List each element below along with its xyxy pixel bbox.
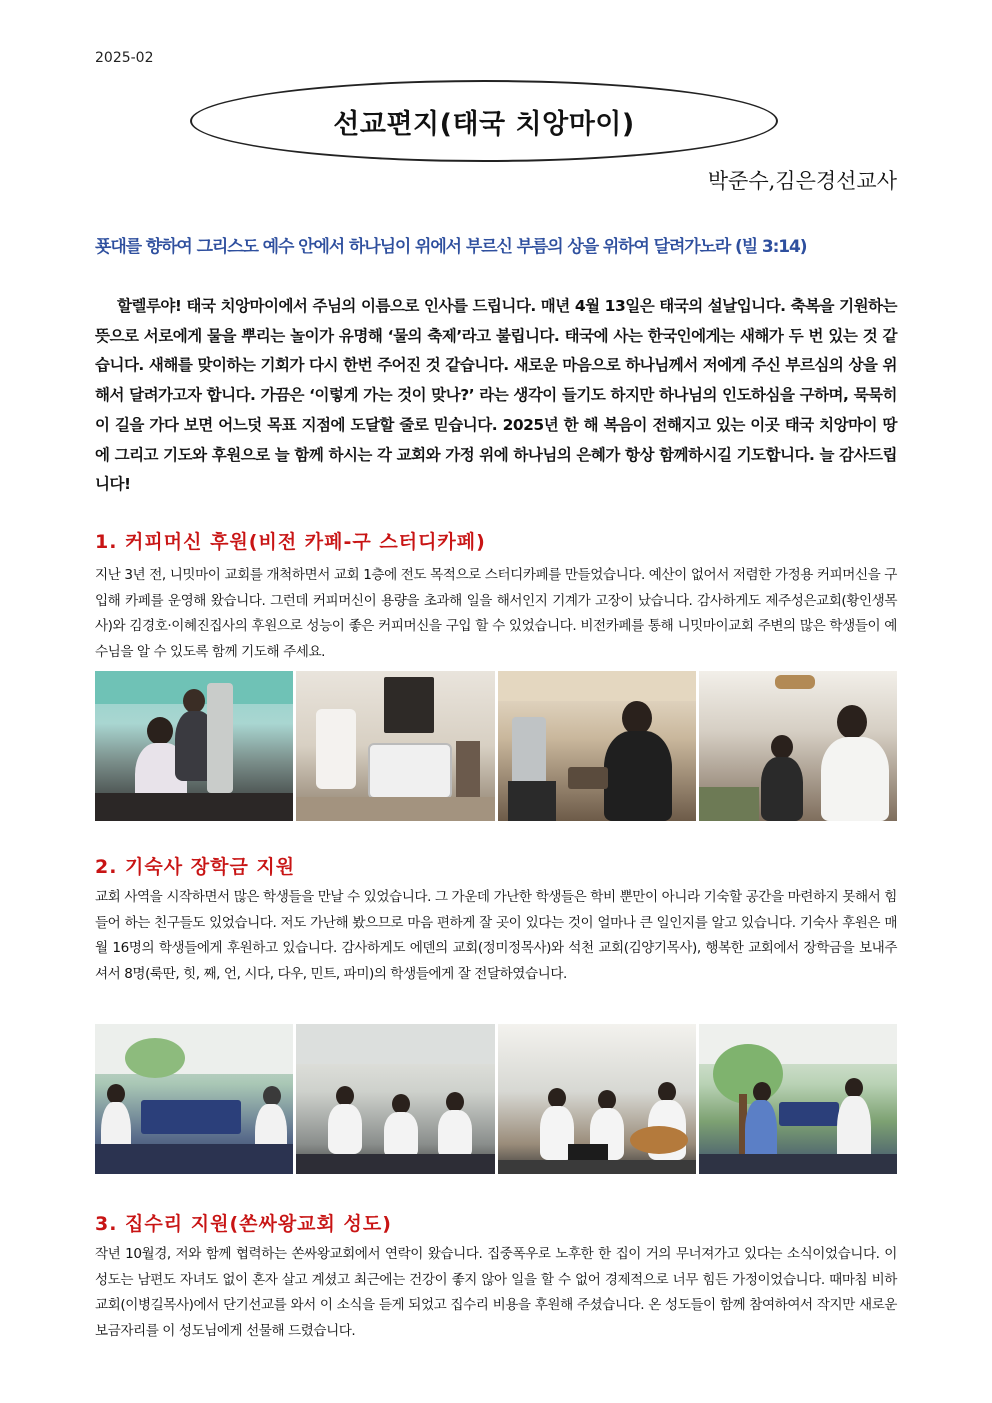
coffee-photo-row [95, 671, 897, 821]
scholarship-photo-3 [498, 1024, 696, 1174]
scholarship-photo-2 [296, 1024, 494, 1174]
section-1-title: 1. 커피머신 후원(비전 카페-구 스터디카페) [95, 531, 486, 553]
section-1-body: 지난 3년 전, 니밋마이 교회를 개척하면서 교회 1층에 전도 목적으로 스터디카페를 만들었습니다. 예산이 없어서 저렴한 가정용 커피머신을 구입해 카페를 운영해 왔습니다. 그런데 커피머신이 용량을 초과해 일을 해서인지 기계가 고장이 났습니다. 감사하게도 제주성은교회(황인생목사)와 김경호·이혜진집사의 후원으로 성능이 좋은 커피머신을 구입 할 수 있었습니다. 비전카페를 통해 니밋마이교회 주변의 많은 학생들이 예수님을 알 수 있도록 함께 기도해 주세요. [95, 567, 897, 660]
section-3-body: 작년 10월경, 저와 함께 협력하는 쏜싸왕교회에서 연락이 왔습니다. 집중폭우로 노후한 한 집이 거의 무너져가고 있다는 소식이었습니다. 이 성도는 남편도 자녀도 없이 혼자 살고 계셨고 최근에는 건강이 좋지 않아 일을 할 수 없어 경제적으로 너무 힘든 가정이었습니다. 때마침 비하교회(이병길목사)에서 단기선교를 와서 이 소식을 듣게 되었고 집수리 비용을 후원해 주셨습니다. 온 성도들이 함께 참여하여서 작지만 새로운 보금자리를 이 성도님에게 선물해 드렸습니다. [95, 1246, 897, 1339]
scholarship-photo-row [95, 1024, 897, 1174]
bible-verse: 푯대를 향하여 그리스도 예수 안에서 하나님이 위에서 부르신 부름의 상을 위하여 달려가노라 (빌 3:14) [95, 237, 807, 257]
coffee-machine-photo-3 [498, 671, 696, 821]
section-2-body: 교회 사역을 시작하면서 많은 학생들을 만날 수 있었습니다. 그 가운데 가난한 학생들은 학비 뿐만이 아니라 기숙할 공간을 마련하지 못해서 힘들어 하는 친구들도 있었습니다. 저도 가난해 봤으므로 마음 편하게 잘 곳이 있다는 것이 얼마나 큰 일인지를 알고 있습니다. 기숙사 후원은 매월 16명의 학생들에게 후원하고 있습니다. 감사하게도 에덴의 교회(정미정목사)와 석천 교회(김양기목사), 행복한 교회에서 장학금을 보내주셔서 8명(룩딴, 힛, 째, 언, 시다, 다우, 민트, 파미)의 학생들에게 잘 전달하였습니다. [95, 889, 897, 982]
coffee-machine-photo-2 [296, 671, 494, 821]
coffee-machine-photo-1 [95, 671, 293, 821]
intro-paragraph: 할렐루야! 태국 치앙마이에서 주님의 이름으로 인사를 드립니다. 매년 4월 13일은 태국의 설날입니다. 축복을 기원하는 뜻으로 서로에게 물을 뿌리는 놀이가 유명해 ‘물의 축제’라고 불립니다. 태국에 사는 한국인에게는 새해가 두 번 있는 것 같습니다. 새해를 맞이하는 기회가 다시 한번 주어진 것 같습니다. 새로운 마음으로 하나님께서 저에게 주신 부르심의 상을 위해서 달려가고자 합니다. 가끔은 ‘이렇게 가는 것이 맞나?’ 라는 생각이 들기도 하지만 하나님의 인도하심을 구하며, 묵묵히 이 길을 가다 보면 어느덧 목표 지점에 도달할 줄로 믿습니다. 2025년 한 해 복음이 전해지고 있는 이곳 태국 치앙마이 땅에 그리고 기도와 후원으로 늘 함께 하시는 각 교회와 가정 위에 하나님의 은혜가 항상 함께하시길 기도합니다. 늘 감사드립니다! [95, 297, 897, 494]
scholarship-photo-4 [699, 1024, 897, 1174]
section-2-title: 2. 기숙사 장학금 지원 [95, 856, 296, 878]
scholarship-photo-1 [95, 1024, 293, 1174]
title-oval [190, 80, 778, 162]
section-3-title: 3. 집수리 지원(쏜싸왕교회 성도) [95, 1213, 392, 1235]
coffee-machine-photo-4 [699, 671, 897, 821]
authors: 박준수,김은경선교사 [707, 169, 897, 193]
letter-date: 2025-02 [95, 50, 154, 66]
letter-title: 선교편지(태국 치앙마이) [333, 108, 635, 140]
